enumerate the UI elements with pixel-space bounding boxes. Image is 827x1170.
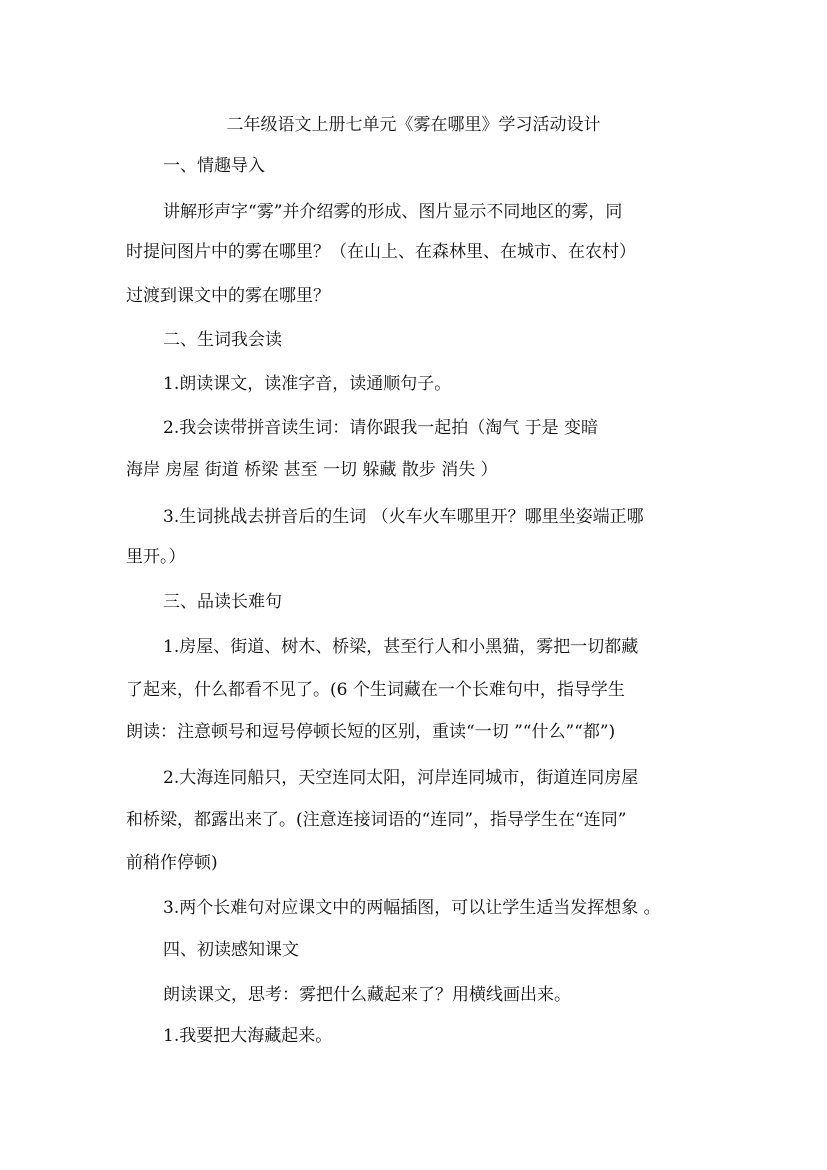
paragraph-line: 讲解形声字“雾”并介绍雾的形成、图片显示不同地区的雾，同 [163,202,623,222]
paragraph-line: 朗读：注意顿号和逗号停顿长短的区别，重读“一切 ”“什么”“都”) [126,722,616,742]
paragraph-line: 和桥梁，都露出来了。(注意连接词语的“连同”，指导学生在“连同” [126,810,627,830]
heading-first-reading: 四、初读感知课文 [163,940,299,960]
paragraph-line: 3.生词挑战去拼音后的生词 （火车火车哪里开？哪里坐姿端正哪 [163,507,644,527]
paragraph-line: 1.朗读课文，读准字音，读通顺句子。 [163,374,452,394]
paragraph-line: 3.两个长难句对应课文中的两幅插图，可以让学生适当发挥想象 。 [163,898,661,918]
paragraph-line: 了起来，什么都看不见了。(6 个生词藏在一个长难句中，指导学生 [126,680,625,700]
heading-long-sentences: 三、品读长难句 [163,592,282,612]
paragraph-line: 海岸 房屋 街道 桥梁 甚至 一切 躲藏 散步 消失 ） [126,460,498,480]
paragraph-line: 2.我会读带拼音读生词：请你跟我一起拍（淘气 于是 变暗 [163,418,599,438]
paragraph-line: 2.大海连同船只，天空连同太阳，河岸连同城市，街道连同房屋 [163,768,639,788]
paragraph-line: 过渡到课文中的雾在哪里？ [126,286,330,306]
paragraph-line: 朗读课文，思考：雾把什么藏起来了？用横线画出来。 [163,985,571,1005]
paragraph-line: 1.房屋、街道、树木、桥梁，甚至行人和小黑猫，雾把一切都藏 [163,637,639,657]
paragraph-line: 时提问图片中的雾在哪里？（在山上、在森林里、在城市、在农村） [126,242,636,262]
heading-vocabulary: 二、生词我会读 [163,330,282,350]
paragraph-line: 里开。） [126,547,186,567]
heading-intro: 一、情趣导入 [163,156,265,176]
document-title: 二年级语文上册七单元《雾在哪里》学习活动设计 [226,115,601,135]
paragraph-line: 前稍作停顿) [126,853,218,873]
paragraph-line: 1.我要把大海藏起来。 [163,1026,333,1046]
